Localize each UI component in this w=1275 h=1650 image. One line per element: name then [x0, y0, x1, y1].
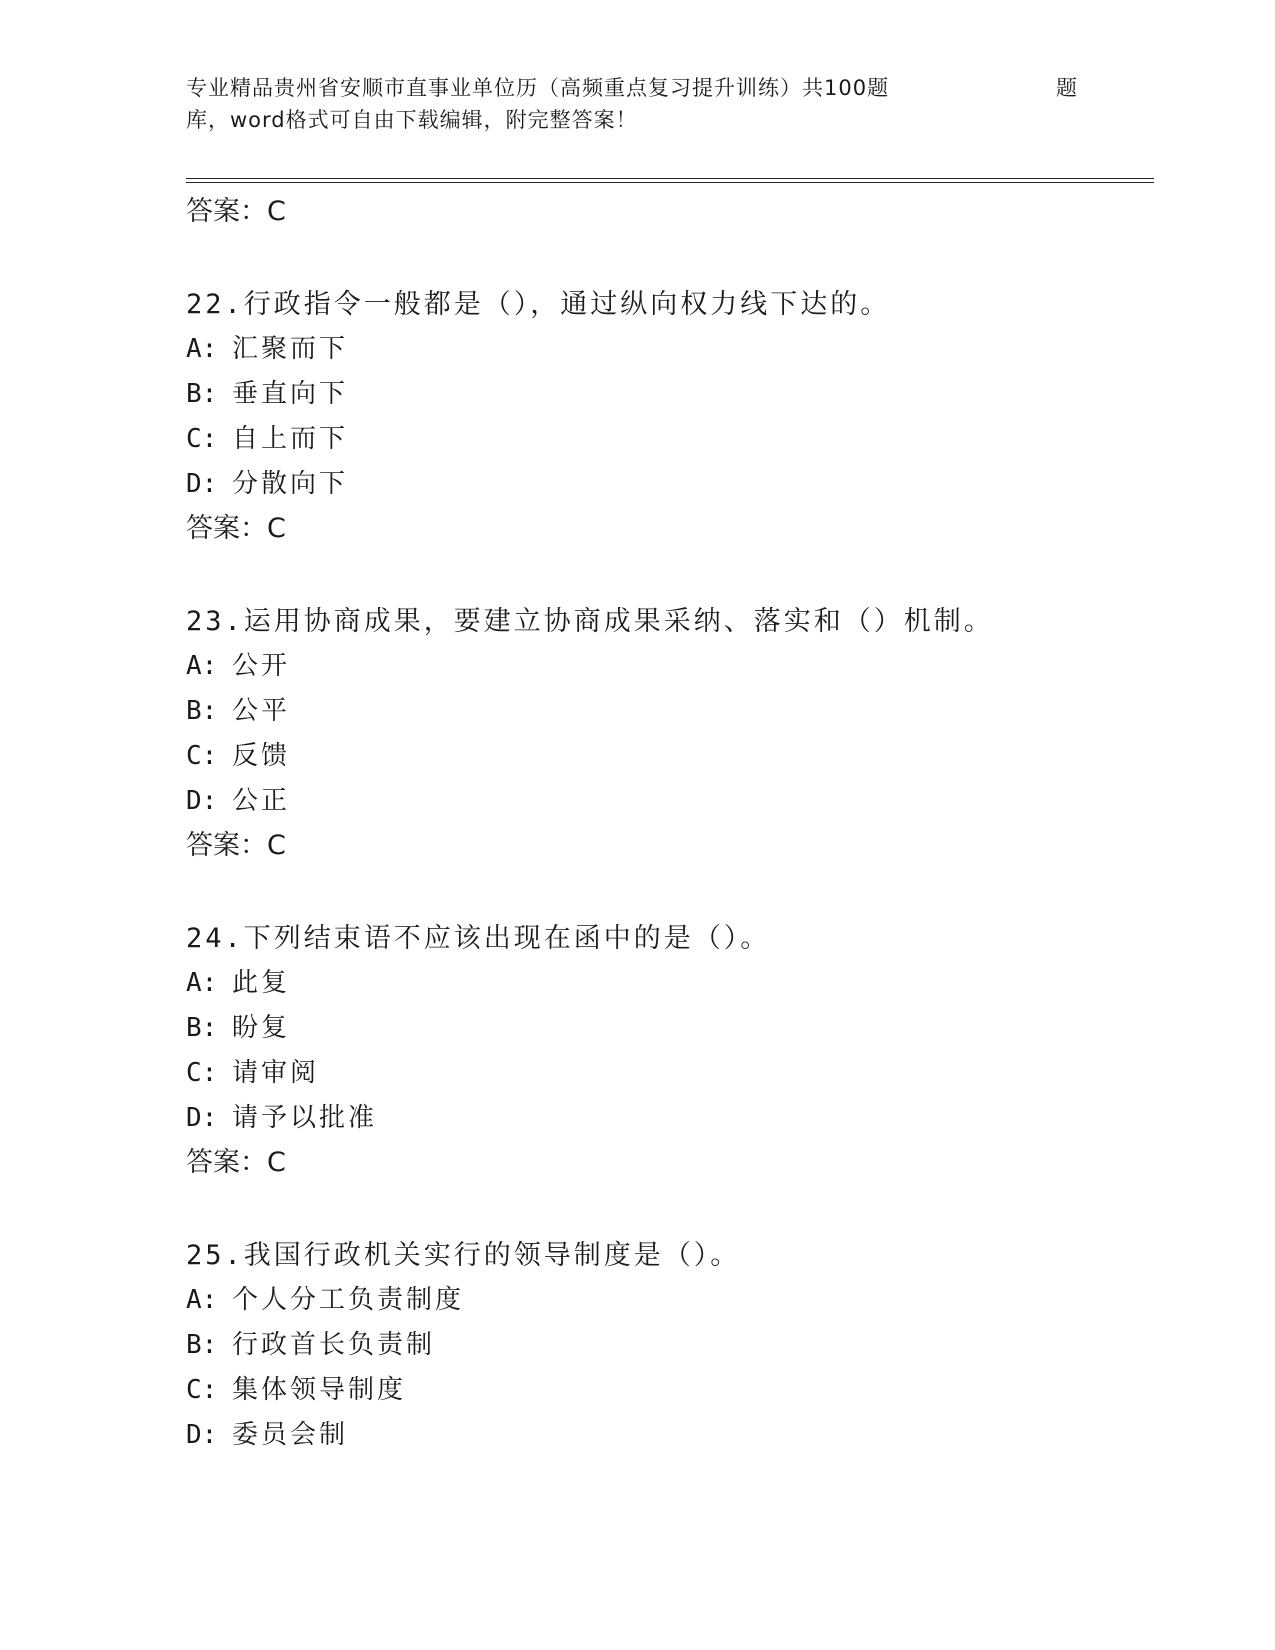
option-c — [186, 417, 1146, 462]
question-stem: 25.我国行政机关实行的领导制度是（）。 — [186, 1240, 741, 1271]
option-text: 汇聚而下 — [232, 334, 349, 364]
option-letter: C: — [186, 424, 218, 454]
header-line-1 — [186, 72, 1086, 104]
header-title-tail: 题 — [1056, 76, 1078, 100]
option-d — [186, 1096, 1146, 1141]
option-d — [186, 462, 1146, 507]
option-c — [186, 1051, 1146, 1096]
question-22 — [186, 282, 1146, 551]
option-letter: A: — [186, 1285, 218, 1315]
answer-line: 答案：C — [186, 830, 286, 861]
question-24 — [186, 916, 1146, 1185]
spacer — [186, 868, 1146, 916]
document-header — [186, 72, 1086, 136]
option-text: 公平 — [232, 696, 291, 726]
option-text: 行政首长负责制 — [232, 1330, 436, 1360]
question-stem: 22.行政指令一般都是（），通过纵向权力线下达的。 — [186, 289, 891, 320]
option-text: 盼复 — [232, 1013, 291, 1043]
header-line-2: 库，word格式可自由下载编辑，附完整答案！ — [186, 108, 638, 132]
spacer — [186, 234, 1146, 282]
option-b — [186, 1323, 1146, 1368]
question-stem: 23.运用协商成果，要建立协商成果采纳、落实和（）机制。 — [186, 606, 994, 637]
spacer — [186, 551, 1146, 599]
option-text: 此复 — [232, 968, 291, 998]
option-letter: B: — [186, 1330, 218, 1360]
option-letter: D: — [186, 1103, 218, 1133]
option-letter: D: — [186, 469, 218, 499]
option-text: 请审阅 — [232, 1058, 320, 1088]
spacer — [186, 1185, 1146, 1233]
option-d — [186, 1413, 1146, 1458]
option-letter: D: — [186, 786, 218, 816]
option-a — [186, 327, 1146, 372]
option-a — [186, 644, 1146, 689]
option-letter: C: — [186, 1058, 218, 1088]
option-a — [186, 961, 1146, 1006]
previous-answer: 答案：C — [186, 196, 286, 227]
option-letter: B: — [186, 379, 218, 409]
header-divider — [186, 178, 1154, 183]
option-letter: B: — [186, 696, 218, 726]
option-letter: B: — [186, 1013, 218, 1043]
question-stem: 24.下列结束语不应该出现在函中的是（）。 — [186, 923, 771, 954]
option-letter: A: — [186, 968, 218, 998]
option-c — [186, 734, 1146, 779]
option-b — [186, 689, 1146, 734]
option-c — [186, 1368, 1146, 1413]
option-b — [186, 1006, 1146, 1051]
option-text: 垂直向下 — [232, 379, 349, 409]
option-letter: C: — [186, 1375, 218, 1405]
option-text: 自上而下 — [232, 424, 349, 454]
question-25 — [186, 1233, 1146, 1458]
option-b — [186, 372, 1146, 417]
header-title: 专业精品贵州省安顺市直事业单位历（高频重点复习提升训练）共100题 — [186, 76, 890, 100]
option-letter: A: — [186, 651, 218, 681]
option-letter: A: — [186, 334, 218, 364]
answer-line: 答案：C — [186, 1147, 286, 1178]
option-letter: D: — [186, 1420, 218, 1450]
option-letter: C: — [186, 741, 218, 771]
option-text: 集体领导制度 — [232, 1375, 407, 1405]
option-text: 委员会制 — [232, 1420, 349, 1450]
option-text: 公正 — [232, 786, 291, 816]
option-text: 公开 — [232, 651, 291, 681]
option-text: 分散向下 — [232, 469, 349, 499]
option-text: 个人分工负责制度 — [232, 1285, 465, 1315]
question-23 — [186, 599, 1146, 868]
question-list — [186, 190, 1146, 1458]
option-text: 反馈 — [232, 741, 291, 771]
option-a — [186, 1278, 1146, 1323]
answer-line: 答案：C — [186, 513, 286, 544]
option-text: 请予以批准 — [232, 1103, 378, 1133]
option-d — [186, 779, 1146, 824]
